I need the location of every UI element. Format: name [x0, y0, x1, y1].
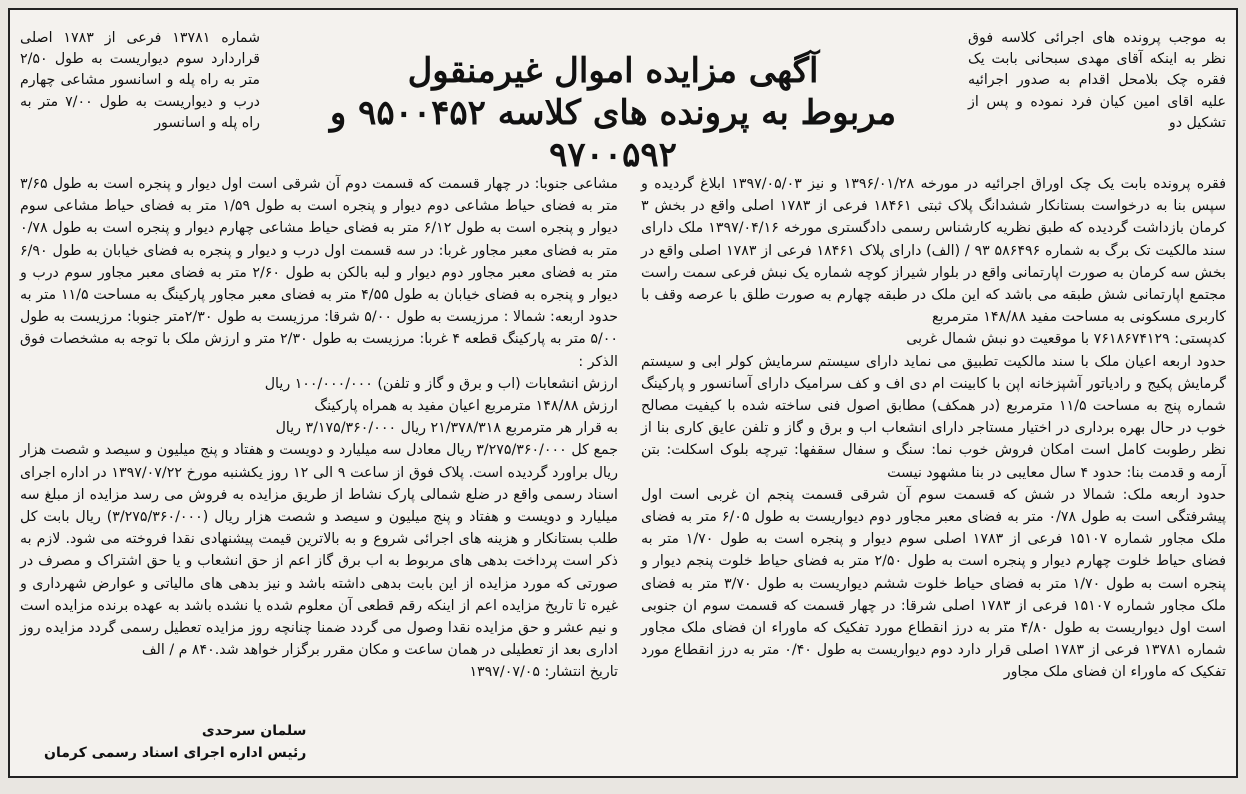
intro-text: به موجب پرونده های اجرائی کلاسه فوق نظر به اینکه آقای مهدی سبحانی بابت یک فقره چک بلامحل اقدام به صدور اجرائیه علیه اقای امین کیان فرد نموده و پس از تشکیل دو: [968, 30, 1226, 131]
postal-code-line: کدپستی: ۷۶۱۸۶۷۴۱۲۹ با موقعیت دو نبش شمال غربی: [906, 331, 1226, 348]
signer-name: سلمان سرحدی: [201, 723, 307, 739]
boundaries-continued: مشاعی جنوبا: در چهار قسمت که قسمت دوم آن شرقی است اول دیوار و پنجره است به طول ۳/۶۵ متر به فضای حیاط مشاعی دوم دیوار و پنجره است به طول ۱/۵۹ متر به فضای حیاط مشاعی سوم دیوار و پنجره است به طول ۶/۱۲ متر به فضای حیاط مشاعی چهارم دیوار و پنجره است به طول ۰/۷۸ متر به فضای معبر مجاور غربا: در سه قسمت اول درب و دیوار و پنجره به فضای خیابان به طول ۶/۹۰ متر به فضای معبر مجاور دوم دیوار و لبه بالکن به طول ۲/۶۰ متر به فضای معبر مجاور سوم درب و دیوار و پنجره به فضای خیابان به طول ۴/۵۵ متر به فضای معبر مجاور پارکینگ به مساحت ۱۱/۵ متر به حدود اربعه: شمالا : مرزیست به طول ۵/۰۰ شرقا: مرزیست به طول ۲/۳۰متر جنوبا: مرزیست به طول ۵/۰۰ متر به پارکینگ قطعه ۴ غربا: مرزیست به طول ۲/۳۰ متر و ارزش ملک با توجه به مشخصات فوق الذکر :: [20, 176, 619, 370]
price-per-meter: به قرار هر مترمربع ۲۱/۳۷۸/۳۱۸ ریال ۳/۱۷۵/۳۶۰/۰۰۰ ریال: [275, 420, 618, 437]
property-description: فقره پرونده بابت یک چک اوراق اجرائیه در مورخه ۱۳۹۶/۰۱/۲۸ و نیز ۱۳۹۷/۰۵/۰۳ ابلاغ گردیده و سپس بنا به درخواست بستانکار ششدانگ پلاک ثبتی ۱۸۴۶۱ فرعی از ۱۷۸۳ اصلی واقع در بخش ۳ کرمان بازداشت گردیده که طبق نظریه کارشناس رسمی دادگستری مورخه ۱۳۹۷/۰۴/۱۶ ملک دارای سند مالکیت تک برگ به شماره ۵۸۶۴۹۶ ۹۳ / (الف) دارای پلاک ۱۸۴۶۱ فرعی از ۱۷۸۳ اصلی واقع در بخش سه کرمان به صورت اپارتمانی واقع در بلوار شیراز کوچه شماره یک نبش فرعی سمت راست مجتمع اپارتمانی شش طبقه می باشد که این ملک در طبقه چهارم به صورت طلق با عرصه وقف با کاربری مسکونی به مساحت مفید ۱۴۸/۸۸ مترمربع: [641, 176, 1226, 326]
notice-title: آگهی مزایده اموال غیرمنقول: [407, 51, 819, 91]
area-value: ارزش ۱۴۸/۸۸ مترمربع اعیان مفید به همراه پارکینگ: [314, 398, 618, 415]
body-left-column: [20, 173, 618, 684]
utilities-value: ارزش انشعابات (اب و برق و گاز و تلفن) ۱۰۰/۰۰۰/۰۰۰ ریال: [264, 375, 618, 392]
notice-subtitle: مربوط به پرونده های کلاسه ۹۵۰۰۴۵۲ و ۹۷۰۰۵۹۲: [329, 93, 897, 175]
body-right-column: [641, 173, 1226, 684]
notice-header: [268, 50, 958, 176]
auction-terms: جمع کل ۳/۲۷۵/۳۶۰/۰۰۰ ریال معادل سه میلیارد و دویست و هفتاد و پنج میلیون و سیصد و شصت هزار ریال براورد گردیده است. پلاک فوق از ساعت ۹ الی ۱۲ روز یکشنبه مورخ ۱۳۹۷/۰۷/۲۲ در اداره اجرای اسناد رسمی واقع در ضلع شمالی پارک نشاط از طریق مزایده به فروش می رسد مزایده از مبلغ سه میلیارد و دویست و هفتاد و پنج میلیون و سیصد و شصت هزار ریال (۳/۲۷۵/۳۶۰/۰۰۰) ریال بابت کل طلب بستانکار و هزینه های اجرائی شروع و به بالاترین قیمت پیشنهادی نقدا فروخته می شود. لازم به ذکر است پرداخت بدهی های مربوط به اب برق گاز اعم از حق انشعاب و یا حق اشتراک و مصرف در صورتی که مورد مزایده از این بابت بدهی داشته باشد و نیز بدهی های مالیاتی و عوارض شهرداری و غیره تا تاریخ مزایده اعم از اینکه رقم قطعی آن معلوم شده یا نشده باشد به عهده برنده مزایده است و نیم عشر و حق مزایده نقدا وصول می گردد ضمنا چنانچه روز مزایده تعطیل رسمی گردد مزایده روز اداری بعد از تعطیلی در همان ساعت و مکان مقرر برگزار خواهد شد.۸۴۰ م / الف: [20, 442, 618, 659]
building-features: حدود اربعه اعیان ملک با سند مالکیت تطبیق می نماید دارای سیستم سرمایش کولر ابی و سیستم گرمایش پکیج و رادیاتور آشپزخانه اپن با کابینت ام دی اف و کف سرامیک دارای آسانسور و پارکینگ شماره پنج به مساحت ۱۱/۵ مترمربع (در همکف) مطابق اصول فنی ساخته شده با کیفیت مصالح خوب در حال بهره برداری در اختیار مستاجر دارای انشعاب اب و برق و گاز و تلفن عایق کاری بنا از نظر رطوبت کامل است امکان فروش خوب نما: سنگ و سفال سقفها: تیرچه بلوک اسکلت: بتن آرمه و قدمت بنا: حدود ۴ سال معایبی در بنا مشهود نیست: [641, 353, 1226, 481]
publication-date: تاریخ انتشار: ۱۳۹۷/۰۷/۰۵: [469, 664, 618, 681]
signature-block: [44, 720, 306, 764]
signer-title: رئیس اداره اجرای اسناد رسمی کرمان: [44, 745, 307, 761]
intro-paragraph: [968, 28, 1226, 134]
property-boundaries: حدود اربعه ملک: شمالا در شش که قسمت سوم آن شرقی قسمت پنجم ان غربی است اول پیشرفتگی است به طول ۰/۷۸ متر به فضای معبر مجاور دوم دیواریست به طول ۶/۰۵ متر به فضای ملک مجاور شماره ۱۵۱۰۷ فرعی از ۱۷۸۳ اصلی سوم دیوار و پنجره است به طول ۱/۷۰ متر به فضای حیاط خلوت چهارم دیوار و پنجره است به طول ۲/۵۰ متر به فضای حیاط خلوت پنجم دیوار و پنجره است به طول ۱/۷۰ متر به فضای حیاط خلوت ششم دیواریست به طول ۳/۷۰ متر به فضای ملک مجاور شماره ۱۵۱۰۷ فرعی از ۱۷۸۳ اصلی شرقا: در چهار قسمت که قسمت سوم ان جنوبی است اول دیواریست به طول ۴/۸۰ متر به درز انقطاع مورد تفکیک که ماوراء ان فضای ملک مجاور شماره ۱۳۷۸۱ فرعی از ۱۷۸۳ اصلی قرار دارد دوم دیواریست به طول ۰/۴۰ متر به درز انقطاع مورد تفکیک که ماوراء ان فضای ملک مجاور: [641, 486, 1227, 681]
left-top-text: شماره ۱۳۷۸۱ فرعی از ۱۷۸۳ اصلی قراردارد سوم دیواریست به طول ۲/۵۰ متر به راه پله و اسانسور مشاعی چهارم درب و دیواریست به طول ۷/۰۰ متر به راه پله و اسانسور: [20, 30, 260, 131]
newspaper-notice: [8, 8, 1238, 778]
left-top-paragraph: [20, 28, 260, 134]
